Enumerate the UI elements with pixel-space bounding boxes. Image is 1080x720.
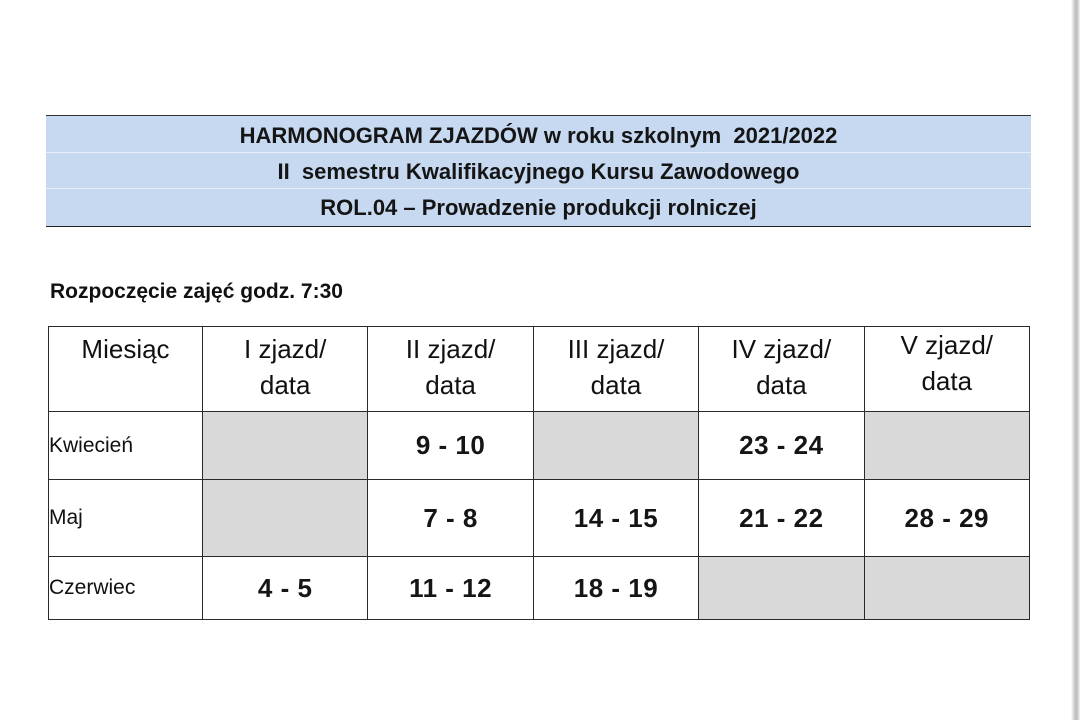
title-line-2: II semestru Kwalifikacyjnego Kursu Zawodowego — [277, 159, 800, 184]
banner-divider — [46, 188, 1031, 189]
banner-divider — [46, 152, 1031, 153]
title-banner — [46, 115, 1031, 227]
empty-date-cell — [533, 412, 698, 480]
title-line-3: ROL.04 – Prowadzenie produkcji rolniczej — [320, 195, 757, 220]
table-row — [49, 412, 1030, 480]
date-cell: 28 - 29 — [864, 480, 1029, 557]
empty-date-cell — [864, 557, 1029, 620]
date-cell: 21 - 22 — [699, 480, 864, 557]
empty-date-cell — [203, 480, 368, 557]
table-row — [49, 480, 1030, 557]
empty-date-cell — [203, 412, 368, 480]
table-row — [49, 557, 1030, 620]
date-cell: 18 - 19 — [533, 557, 698, 620]
date-cell: 11 - 12 — [368, 557, 533, 620]
month-cell: Maj — [49, 480, 203, 557]
month-column-header: Miesiąc — [49, 327, 203, 412]
column-header-zjazd-4: IV zjazd/ data — [699, 327, 864, 412]
empty-date-cell — [864, 412, 1029, 480]
date-cell: 23 - 24 — [699, 412, 864, 480]
title-line-1: HARMONOGRAM ZJAZDÓW w roku szkolnym 2021/2022 — [239, 123, 838, 148]
start-time-note: Rozpoczęcie zajęć godz. 7:30 — [50, 280, 343, 303]
month-cell: Czerwiec — [49, 557, 203, 620]
page-edge-shadow — [1071, 0, 1080, 720]
column-header-zjazd-2: II zjazd/ data — [368, 327, 533, 412]
date-cell: 9 - 10 — [368, 412, 533, 480]
column-header-zjazd-1: I zjazd/ data — [203, 327, 368, 412]
date-cell: 14 - 15 — [533, 480, 698, 557]
month-cell: Kwiecień — [49, 412, 203, 480]
table-header-row — [49, 327, 1030, 412]
column-header-zjazd-5: V zjazd/ data — [864, 327, 1029, 412]
date-cell: 4 - 5 — [203, 557, 368, 620]
schedule-table — [48, 326, 1030, 620]
empty-date-cell — [699, 557, 864, 620]
column-header-zjazd-3: III zjazd/ data — [533, 327, 698, 412]
date-cell: 7 - 8 — [368, 480, 533, 557]
